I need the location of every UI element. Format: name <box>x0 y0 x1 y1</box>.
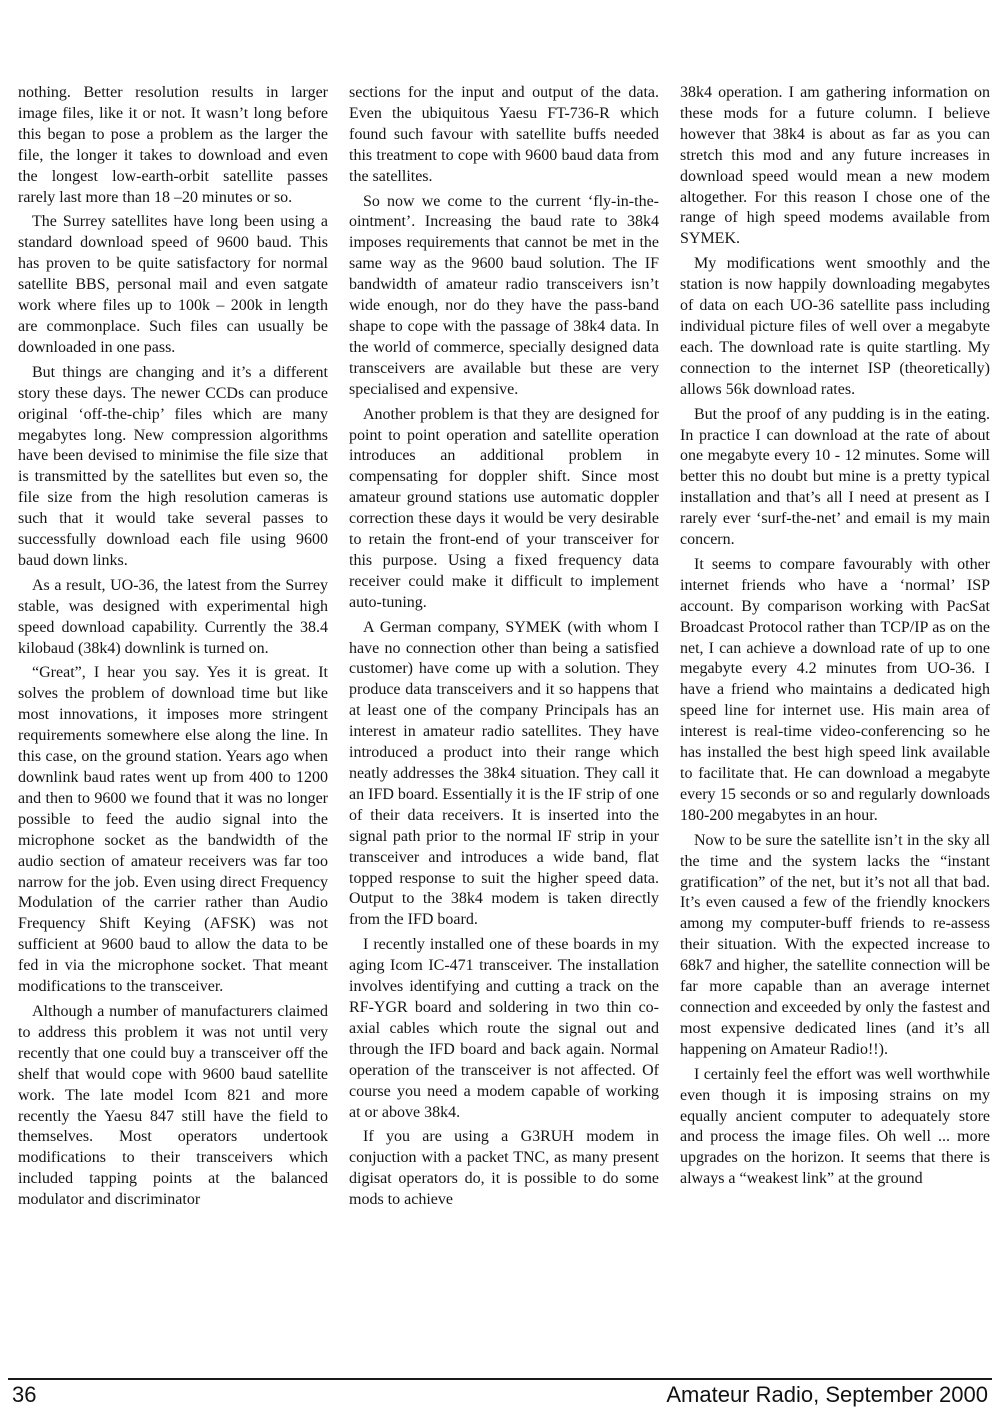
publication-footer: Amateur Radio, September 2000 <box>666 1382 988 1407</box>
paragraph: I recently installed one of these boards in my aging Icom IC-471 transceiver. The installation involves identifying and cutting a track on the RF-YGR board and soldering in two thin co-axial cables which route the signal out and through the IFD board and back again. Normal operation of the transceiver is not affected. Of course you need a modem capable of working at or above 38k4. <box>349 936 659 1121</box>
page-number: 36 <box>12 1382 37 1407</box>
paragraph: As a result, UO-36, the latest from the Surrey stable, was designed with experimental high speed download capability. Currently the 38.4 kilobaud (38k4) downlink is turned on. <box>18 576 328 657</box>
paragraph: But things are changing and it’s a different story these days. The newer CCDs can produce original ‘off-the-chip’ files which are many megabytes long. New compression algorithms have been devised to minimise the file size that is transmitted by the satellites but even so, the file size from the high resolution cameras is such that it would take several passes to successfully download each file using 9600 baud down links. <box>18 363 328 569</box>
paragraph: Another problem is that they are designed for point to point operation and satellite operation introduces an additional problem in compensating for doppler shift. Since most amateur ground stations use automatic doppler correction these days it would be very desirable to retain the front-end of your transceiver for this purpose. Using a fixed frequency data receiver could make it difficult to implement auto-tuning. <box>349 405 659 611</box>
paragraph: If you are using a G3RUH modem in conjuction with a packet TNC, as many present digisat operators do, it is possible to do some mods to achieve <box>349 1128 659 1209</box>
paragraph: My modifications went smoothly and the station is now happily downloading megabytes of data on each UO-36 satellite pass including individual picture files of well over a megabyte each. The download rate is quite startling. My connection to the internet ISP (theoretically) allows 56k download rates. <box>680 255 990 398</box>
footer-divider <box>8 1378 992 1380</box>
column-middle <box>349 83 659 1215</box>
column-right <box>680 83 990 1215</box>
paragraph: 38k4 operation. I am gathering information on these mods for a future column. I believe however that 38k4 is about as far as you can stretch this mod and any future increases in download speed would mean a new modem altogether. For this reason I chose one of the range of high speed modems available from SYMEK. <box>680 84 990 248</box>
paragraph: sections for the input and output of the data. Even the ubiquitous Yaesu FT-736-R which found such favour with satellite buffs needed this treatment to cope with 9600 baud data from the satellites. <box>349 84 659 185</box>
column-left <box>18 83 328 1215</box>
paragraph: Now to be sure the satellite isn’t in the sky all the time and the system lacks the “instant gratification” of the net, but it’s not all that bad. It’s even caused a few of the friendly knockers among my computer-buff friends to re-assess their situation. With the expected increase to 68k7 and higher, the satellite connection will be far more capable than an average internet connection and exceeded by only the fastest and most expensive dedicated lines (and it’s all happening on Amateur Radio!!). <box>680 831 990 1058</box>
article-columns <box>18 83 990 1215</box>
paragraph: A German company, SYMEK (with whom I have no connection other than being a satisfied customer) have come up with a solution. They produce data transceivers and it so happens that at least one of the company Principals has an interest in amateur radio satellites. They have introduced a product into their range which neatly addresses the 38k4 situation. They call it an IFD board. Essentially it is the IF strip of one of their data receivers. It is inserted into the signal path prior to the normal IF strip in your transceiver and introduces a wide band, flat topped response to suit the higher speed data. Output to the 38k4 modem is taken directly from the IFD board. <box>349 618 659 929</box>
paragraph: “Great”, I hear you say. Yes it is great. It solves the problem of download time but like most innovations, it imposes more stringent requirements somewhere else along the line. In this case, on the ground station. Years ago when downlink baud rates went up from 400 to 1200 and then to 9600 we found that it was no longer possible to feed the audio signal into the microphone socket as the bandwidth of the audio section of amateur receivers was far too narrow for the job. Even using direct Frequency Modulation of the carrier rather than Audio Frequency Shift Keying (AFSK) was not sufficient at 9600 baud to allow the data to be fed in via the microphone socket. That meant modifications to the transceiver. <box>18 664 328 996</box>
paragraph: The Surrey satellites have long been using a standard download speed of 9600 baud. This has proven to be quite satisfactory for normal satellite BBS, personal mail and even satgate work where files up to 100k – 200k in length are commonplace. Such files can usually be downloaded in one pass. <box>18 213 328 356</box>
paragraph: It seems to compare favourably with other internet friends who have a ‘normal’ ISP account. By comparison working with PacSat Broadcast Protocol rather than TCP/IP as on the net, I can achieve a download rate of up to one megabyte every 4.2 minutes from UO-36. I have a friend who maintains a dedicated high speed line for internet use. His main area of interest is real-time video-conferencing so he has installed the best high speed link available to facilitate that. He can download a megabyte every 15 seconds or so and regularly downloads 180-200 megabytes in an hour. <box>680 555 990 824</box>
paragraph: I certainly feel the effort was well worthwhile even though it is imposing strains on my equally ancient computer to adequately store and process the image files. Oh well ... more upgrades on the horizon. It seems that there is always a “weakest link” at the ground <box>680 1065 990 1188</box>
paragraph: nothing. Better resolution results in larger image files, like it or not. It wasn’t long before this began to pose a problem as the larger the file, the longer it takes to download and even the longest low-earth-orbit satellite passes rarely last more than 18 –20 minutes or so. <box>18 84 328 206</box>
paragraph: But the proof of any pudding is in the eating. In practice I can download at the rate of about one megabyte every 10 - 12 minutes. Some will better this no doubt but mine is a pretty typical installation and that’s all I need at present as I rarely ever ‘surf-the-net’ and email is my main concern. <box>680 405 990 549</box>
paragraph: Although a number of manufacturers claimed to address this problem it was not until very recently that one could buy a transceiver off the shelf that would cope with 9600 baud satellite work. The late model Icom 821 and more recently the Yaesu 847 still have the field to themselves. Most operators undertook modifications to their transceivers which included tapping points at the balanced modulator and discriminator <box>18 1002 328 1209</box>
paragraph: So now we come to the current ‘fly-in-the-ointment’. Increasing the baud rate to 38k4 imposes requirements that cannot be met in the same way as the 9600 baud solution. The IF bandwidth of amateur radio transceivers isn’t wide enough, nor do they have the pass-band shape to cope with the passage of 38k4 data. In the world of commerce, specially designed data transceivers are available but these are very specialised and expensive. <box>349 192 659 398</box>
